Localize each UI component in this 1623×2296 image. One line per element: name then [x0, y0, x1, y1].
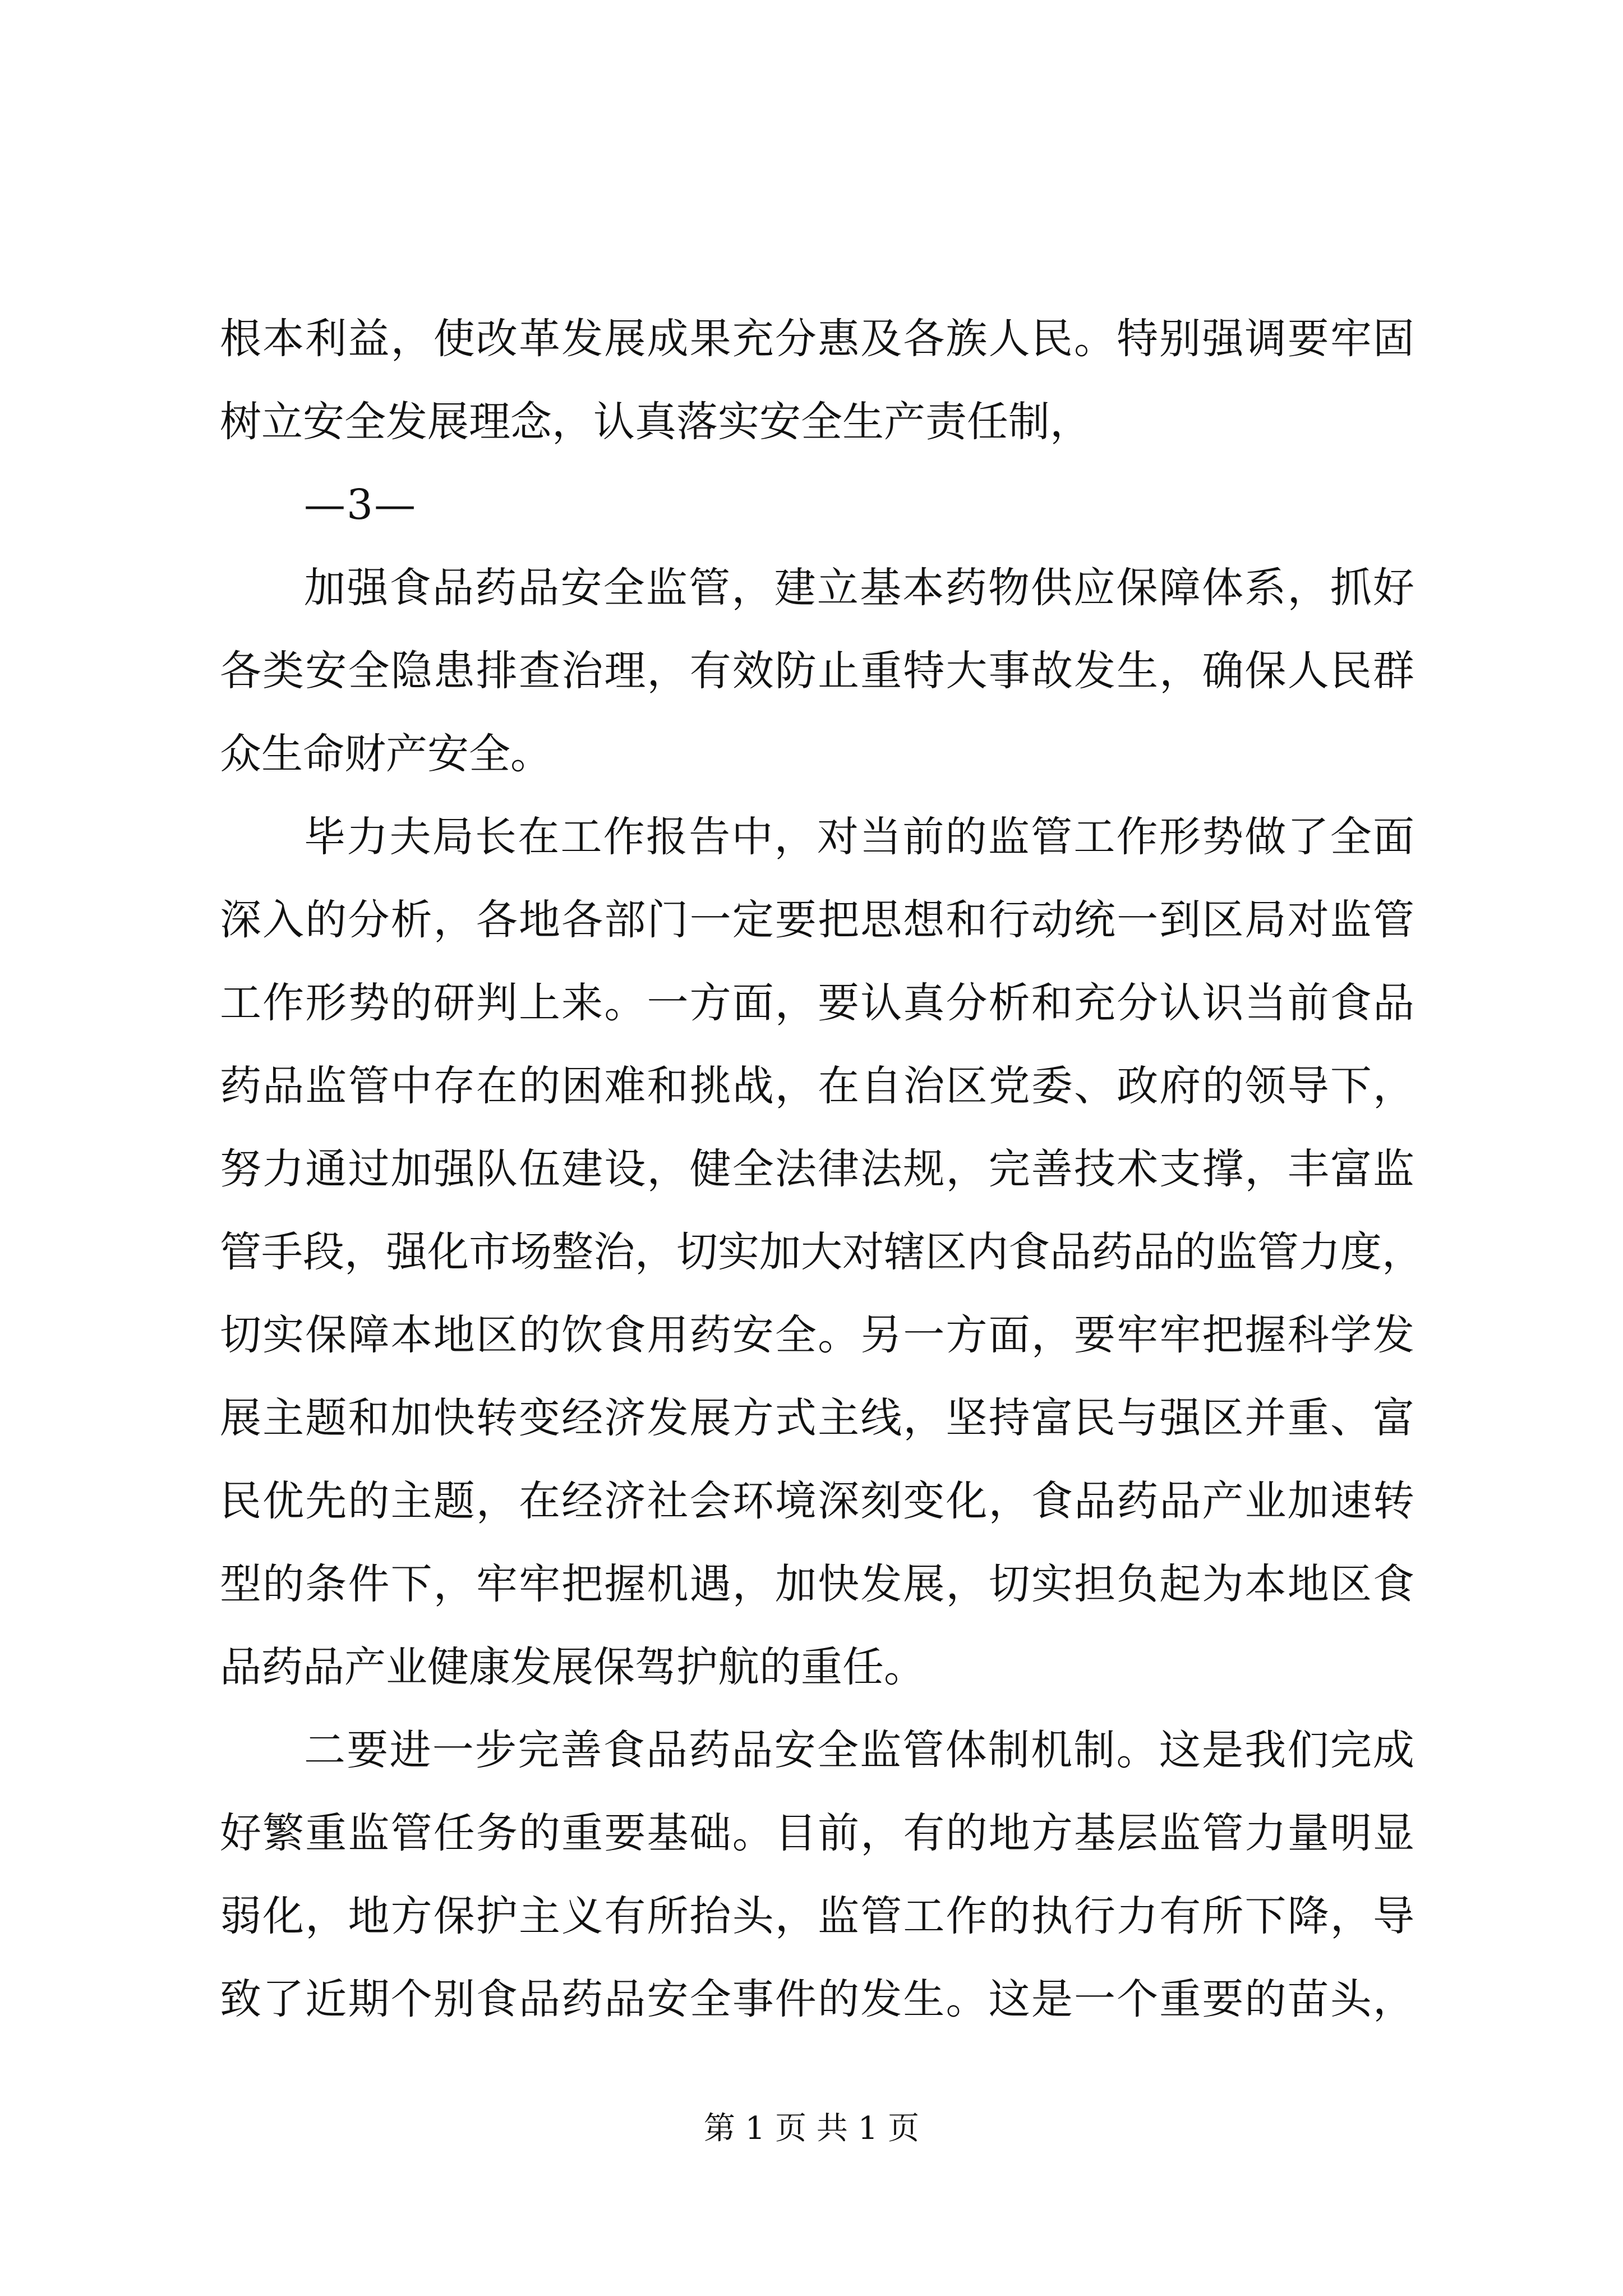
text-line: 众生命财产安全。 — [220, 730, 552, 778]
text-line: 致了近期个别食品药品安全事件的发生。这是一个重要的苗头， — [220, 1975, 1414, 2023]
text-line: 民优先的主题，在经济社会环境深刻变化，食品药品产业加速转 — [220, 1477, 1414, 1525]
text-line: 努力通过加强队伍建设，健全法律法规，完善技术支撑，丰富监 — [220, 1145, 1414, 1193]
text-line: 展主题和加快转变经济发展方式主线，坚持富民与强区并重、富 — [220, 1394, 1414, 1442]
text-line: 根本利益，使改革发展成果充分惠及各族人民。特别强调要牢固 — [220, 315, 1414, 363]
text-line: 树立安全发展理念，认真落实安全生产责任制， — [220, 398, 1091, 446]
text-line: 品药品产业健康发展保驾护航的重任。 — [220, 1643, 925, 1691]
text-line: 深入的分析，各地各部门一定要把思想和行动统一到区局对监管 — [220, 896, 1414, 944]
text-line: 切实保障本地区的饮食用药安全。另一方面，要牢牢把握科学发 — [220, 1311, 1414, 1359]
paragraph-first-line: 二要进一步完善食品药品安全监管体制机制。这是我们完成 — [304, 1726, 1414, 1774]
document-body — [220, 297, 1423, 2041]
text-line: 药品监管中存在的困难和挑战，在自治区党委、政府的领导下， — [220, 1062, 1414, 1110]
paragraph-first-line: 毕力夫局长在工作报告中，对当前的监管工作形势做了全面 — [304, 813, 1414, 861]
text-line: 弱化，地方保护主义有所抬头，监管工作的执行力有所下降，导 — [220, 1892, 1414, 1940]
text-line: 各类安全隐患排查治理，有效防止重特大事故发生，确保人民群 — [220, 647, 1414, 695]
text-line: 型的条件下，牢牢把握机遇，加快发展，切实担负起为本地区食 — [220, 1560, 1414, 1608]
page-footer: 第 1 页 共 1 页 — [703, 2110, 920, 2147]
text-line: 工作形势的研判上来。一方面，要认真分析和充分认识当前食品 — [220, 979, 1414, 1027]
inline-page-number: —3— — [304, 481, 417, 529]
text-line: 好繁重监管任务的重要基础。目前，有的地方基层监管力量明显 — [220, 1809, 1414, 1857]
text-line: 管手段，强化市场整治，切实加大对辖区内食品药品的监管力度， — [220, 1228, 1423, 1276]
paragraph-first-line: 加强食品药品安全监管，建立基本药物供应保障体系，抓好 — [304, 564, 1414, 612]
